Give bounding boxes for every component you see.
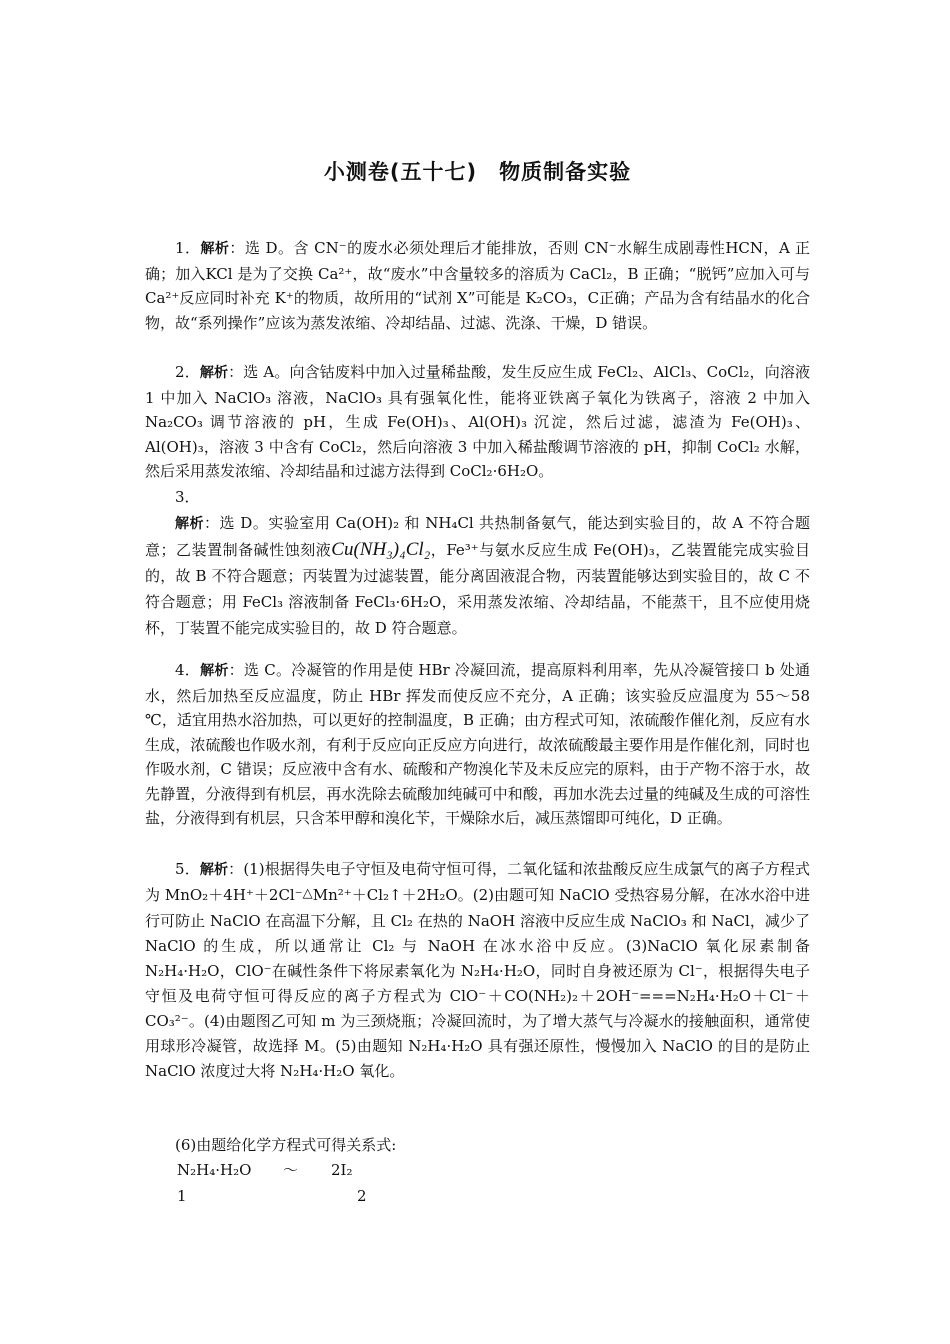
answer-4-label: 解析 xyxy=(200,663,229,679)
answer-3-text-b: ，Fe³⁺与氨水反应生成 Fe(OH)₃，乙装置能完成实验目的，故 B 不符合题意；丙装置为过滤装置，能分离固液混合物，丙装置能够达到实验目的，故 C 不符合题意；用 FeCl₃ 溶液制备 FeCl₃·6H₂O，采用蒸发浓缩、冷却结晶，不能蒸干，且不应使用烧杯，丁装置不能完成实验目的，故 D 符合题意。 xyxy=(145,541,810,637)
answer-2 xyxy=(145,360,810,484)
answer-5-label: 解析 xyxy=(199,862,229,878)
answer-3-label: 解析 xyxy=(175,516,205,532)
answer-5-text-c: 。(4)由题图乙可知 m 为三颈烧瓶；冷凝回流时，为了增大蒸气与冷凝水的接触面积，通常使用球形冷凝管，故选择 M。(5)由题知 N₂H₄·H₂O 具有强还原性，慢慢加入 NaClO 的目的是防止 NaClO 浓度过大将 N₂H₄·H₂O 氧化。 xyxy=(145,1012,810,1080)
answer-4 xyxy=(145,658,810,831)
page-title: 小测卷(五十七) 物质制备实验 xyxy=(323,160,632,184)
answer-5-number: 5． xyxy=(175,860,200,878)
answer-3-text-a: ：选 D。实验室用 Ca(OH)₂ 和 NH₄Cl 共热制备氨气，能达到实验目的，故 A 不符合题意；乙装置制备碱性蚀刻液 xyxy=(145,514,810,559)
complex-formula: Cu(NH₃)₄Cl₂ xyxy=(331,539,431,560)
relation-coef-1: 1 xyxy=(177,1187,187,1205)
carbonate-ion: CO₃²⁻ xyxy=(145,1012,189,1030)
answer-2-label: 解析 xyxy=(199,365,229,381)
answer-2-number: 2． xyxy=(175,363,200,381)
answer-4-number: 4． xyxy=(175,661,201,679)
answer-3 xyxy=(145,510,810,641)
answer-5-text-a: ：(1)根据得失电子守恒及电荷守恒可得，二氧化锰和浓盐酸反应生成氯气的离子方程式为 MnO₂＋4H⁺＋2Cl⁻ xyxy=(145,860,811,904)
answer-2-text: ：选 A。向含钴废料中加入过量稀盐酸，发生反应生成 FeCl₂、AlCl₃、CoCl₂，向溶液 1 中加入 NaClO₃ 溶液，NaClO₃ 具有强氧化性，能将亚铁离子氧化为铁离子，溶液 2 中加入 Na₂CO₃ 调节溶液的 pH，生成 Fe(OH)₃、Al(OH)₃ 沉淀，然后过滤，滤渣为 Fe(OH)₃、Al(OH)₃，溶液 3 中含有 CoCl₂，然后向溶液 3 中加入稀盐酸调节溶液的 pH，抑制 CoCl₂ 水解，然后采用蒸发浓缩、冷却结晶和过滤方法得到 CoCl₂·6H₂O。 xyxy=(145,363,810,480)
relation-iodine: 2I₂ xyxy=(331,1161,353,1179)
answer-1-label: 解析 xyxy=(200,241,230,257)
answer-3-number: 3． xyxy=(175,488,200,506)
answer-5 xyxy=(145,857,810,1084)
answer-1-number: 1． xyxy=(175,239,201,257)
relation-tilde: ～ xyxy=(283,1161,299,1179)
answer-1-text: ：选 D。含 CN⁻的废水必须处理后才能排放，否则 CN⁻水解生成剧毒性HCN，A 正确；加入KCl 是为了交换 Ca²⁺，故“废水”中含量较多的溶质为 CaCl₂，B 正确；“脱钙”应加入可与 Ca²⁺反应同时补充 K⁺的物质，故所用的“试剂 X”可能是 K₂CO₃，C正确；产品为含有结晶水的化合物，故“系列操作”应该为蒸发浓缩、冷却结晶、过滤、洗涤、干燥，D 错误。 xyxy=(145,239,811,332)
relation-intro: (6)由题给化学方程式可得关系式: xyxy=(175,1136,397,1154)
heat-symbol: △ xyxy=(302,886,313,901)
answer-5-text-b: Mn²⁺＋Cl₂↑＋2H₂O。(2)由题可知 NaClO 受热容易分解，在冰水浴中进行可防止 NaClO 在高温下分解，且 Cl₂ 在热的 NaOH 溶液中反应生成 NaClO₃ 和 NaCl，减少了 NaClO 的生成，所以通常让 Cl₂ 与 NaOH 在冰水浴中反应。(3)NaClO 氧化尿素制备 N₂H₄·H₂O，ClO⁻在碱性条件下将尿素氧化为 N₂H₄·H₂O，同时自身被还原为 Cl⁻，根据得失电子守恒及电荷守恒可得反应的离子方程式为 ClO⁻＋CO(NH₂)₂＋2OH⁻===N₂H₄·H₂O＋Cl⁻＋ xyxy=(145,886,810,1005)
answer-1 xyxy=(145,236,810,335)
relation-coef-2: 2 xyxy=(357,1187,367,1205)
relation-hydrazine: N₂H₄·H₂O xyxy=(177,1161,252,1179)
answer-4-text: ：选 C。冷凝管的作用是使 HBr 冷凝回流，提高原料利用率，先从冷凝管接口 b 处通水，然后加热至反应温度，防止 HBr 挥发而使反应不充分，A 正确；该实验反应温度为 55～58 ℃，适宜用热水浴加热，可以更好的控制温度，B 正确；由方程式可知，浓硫酸作催化剂，反应有水生成，浓硫酸也作吸水剂，有利于反应向正反应方向进行，故浓硫酸最主要作用是作催化剂，同时也作吸水剂，C 错误；反应液中含有水、硫酸和产物溴化苄及未反应完的原料，由于产物不溶于水，故先静置，分液得到有机层，再水洗除去硫酸加纯碱可中和酸，再加水洗去过量的纯碱及生成的可溶性盐，分液得到有机层，只含苯甲醇和溴化苄，干燥除水后，减压蒸馏即可纯化，D 正确。 xyxy=(145,661,811,827)
